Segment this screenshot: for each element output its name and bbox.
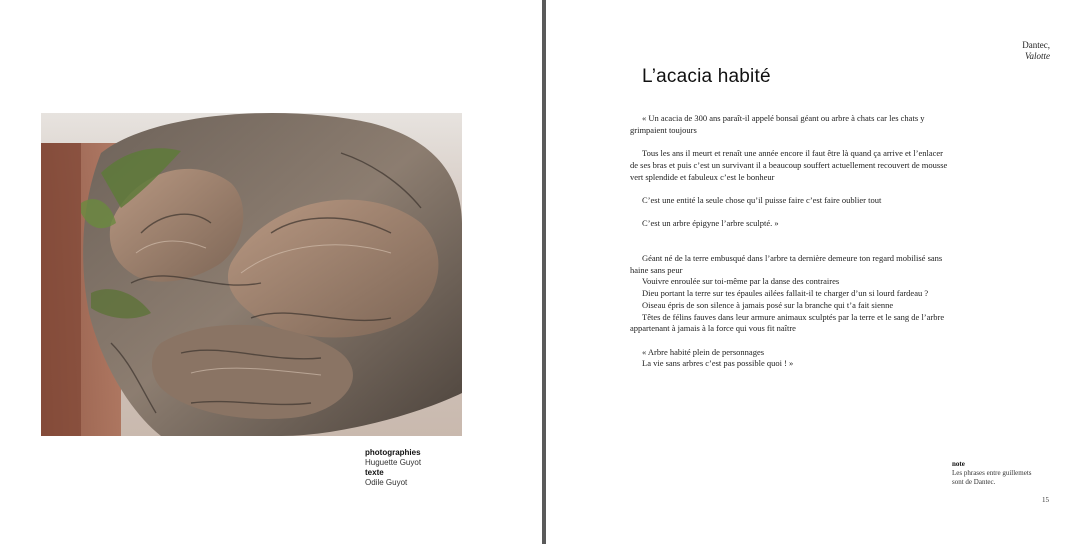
right-page — [546, 0, 1090, 544]
credits-text-label: texte — [365, 468, 384, 477]
credits-text-name: Odile Guyot — [365, 478, 408, 487]
paragraph: C’est un arbre épigyne l’arbre sculpté. » — [642, 218, 779, 229]
page-title: L’acacia habité — [642, 66, 771, 87]
paragraph: Oiseau épris de son silence à jamais posé sur la branche qui t’a fait sienne — [642, 299, 894, 310]
paragraph: Dieu portant la terre sur tes épaules ailées fallait-il te charger d’un si lourd fardeau ? — [642, 288, 929, 299]
credits-photo-name: Huguette Guyot — [365, 458, 422, 467]
author-name: Dantec, — [1022, 40, 1050, 50]
paragraph: La vie sans arbres c’est pas possible quoi ! » — [642, 358, 794, 369]
note-text: Les phrases entre guillemets sont de Dantec. — [952, 469, 1032, 486]
paragraph: « Arbre habité plein de personnages — [642, 346, 765, 357]
footnote — [952, 460, 1042, 487]
paragraph: « Un acacia de 300 ans paraît-il appelé bonsaï géant ou arbre à chats car les chats y grimpaient toujours — [630, 113, 925, 135]
left-page — [0, 0, 542, 544]
paragraph: Têtes de félins fauves dans leur armure animaux sculptés par la terre et le sang de l’arbre appartenant à jamais à la force qui vous fit naître — [630, 311, 945, 334]
credits-photo-label: photographies — [365, 448, 421, 457]
work-name: Valotte — [1025, 51, 1050, 61]
paragraph: C’est une entité la seule chose qu’il puisse faire c’est faire oublier tout — [642, 194, 882, 205]
tree-bark-photo — [41, 113, 462, 436]
note-label: note — [952, 460, 965, 468]
paragraph: Vouivre enroulée sur toi-même par la danse des contraires — [642, 276, 840, 287]
poem-body — [630, 113, 950, 370]
paragraph: Géant né de la terre embusqué dans l’arbre ta dernière demeure ton regard mobilisé sans haine sans peur — [630, 252, 943, 275]
photo-credits — [365, 448, 421, 488]
paragraph: Tous les ans il meurt et renaît une année encore il faut être là quand ça arrive et l’enlacer de ses bras et puis c’est un survivant il a beaucoup souffert actuellement recouvert de mousse vert splendide et fabuleux c’est le bonheur — [630, 148, 948, 182]
author-attribution — [1022, 40, 1050, 62]
page-number: 15 — [1042, 496, 1049, 504]
